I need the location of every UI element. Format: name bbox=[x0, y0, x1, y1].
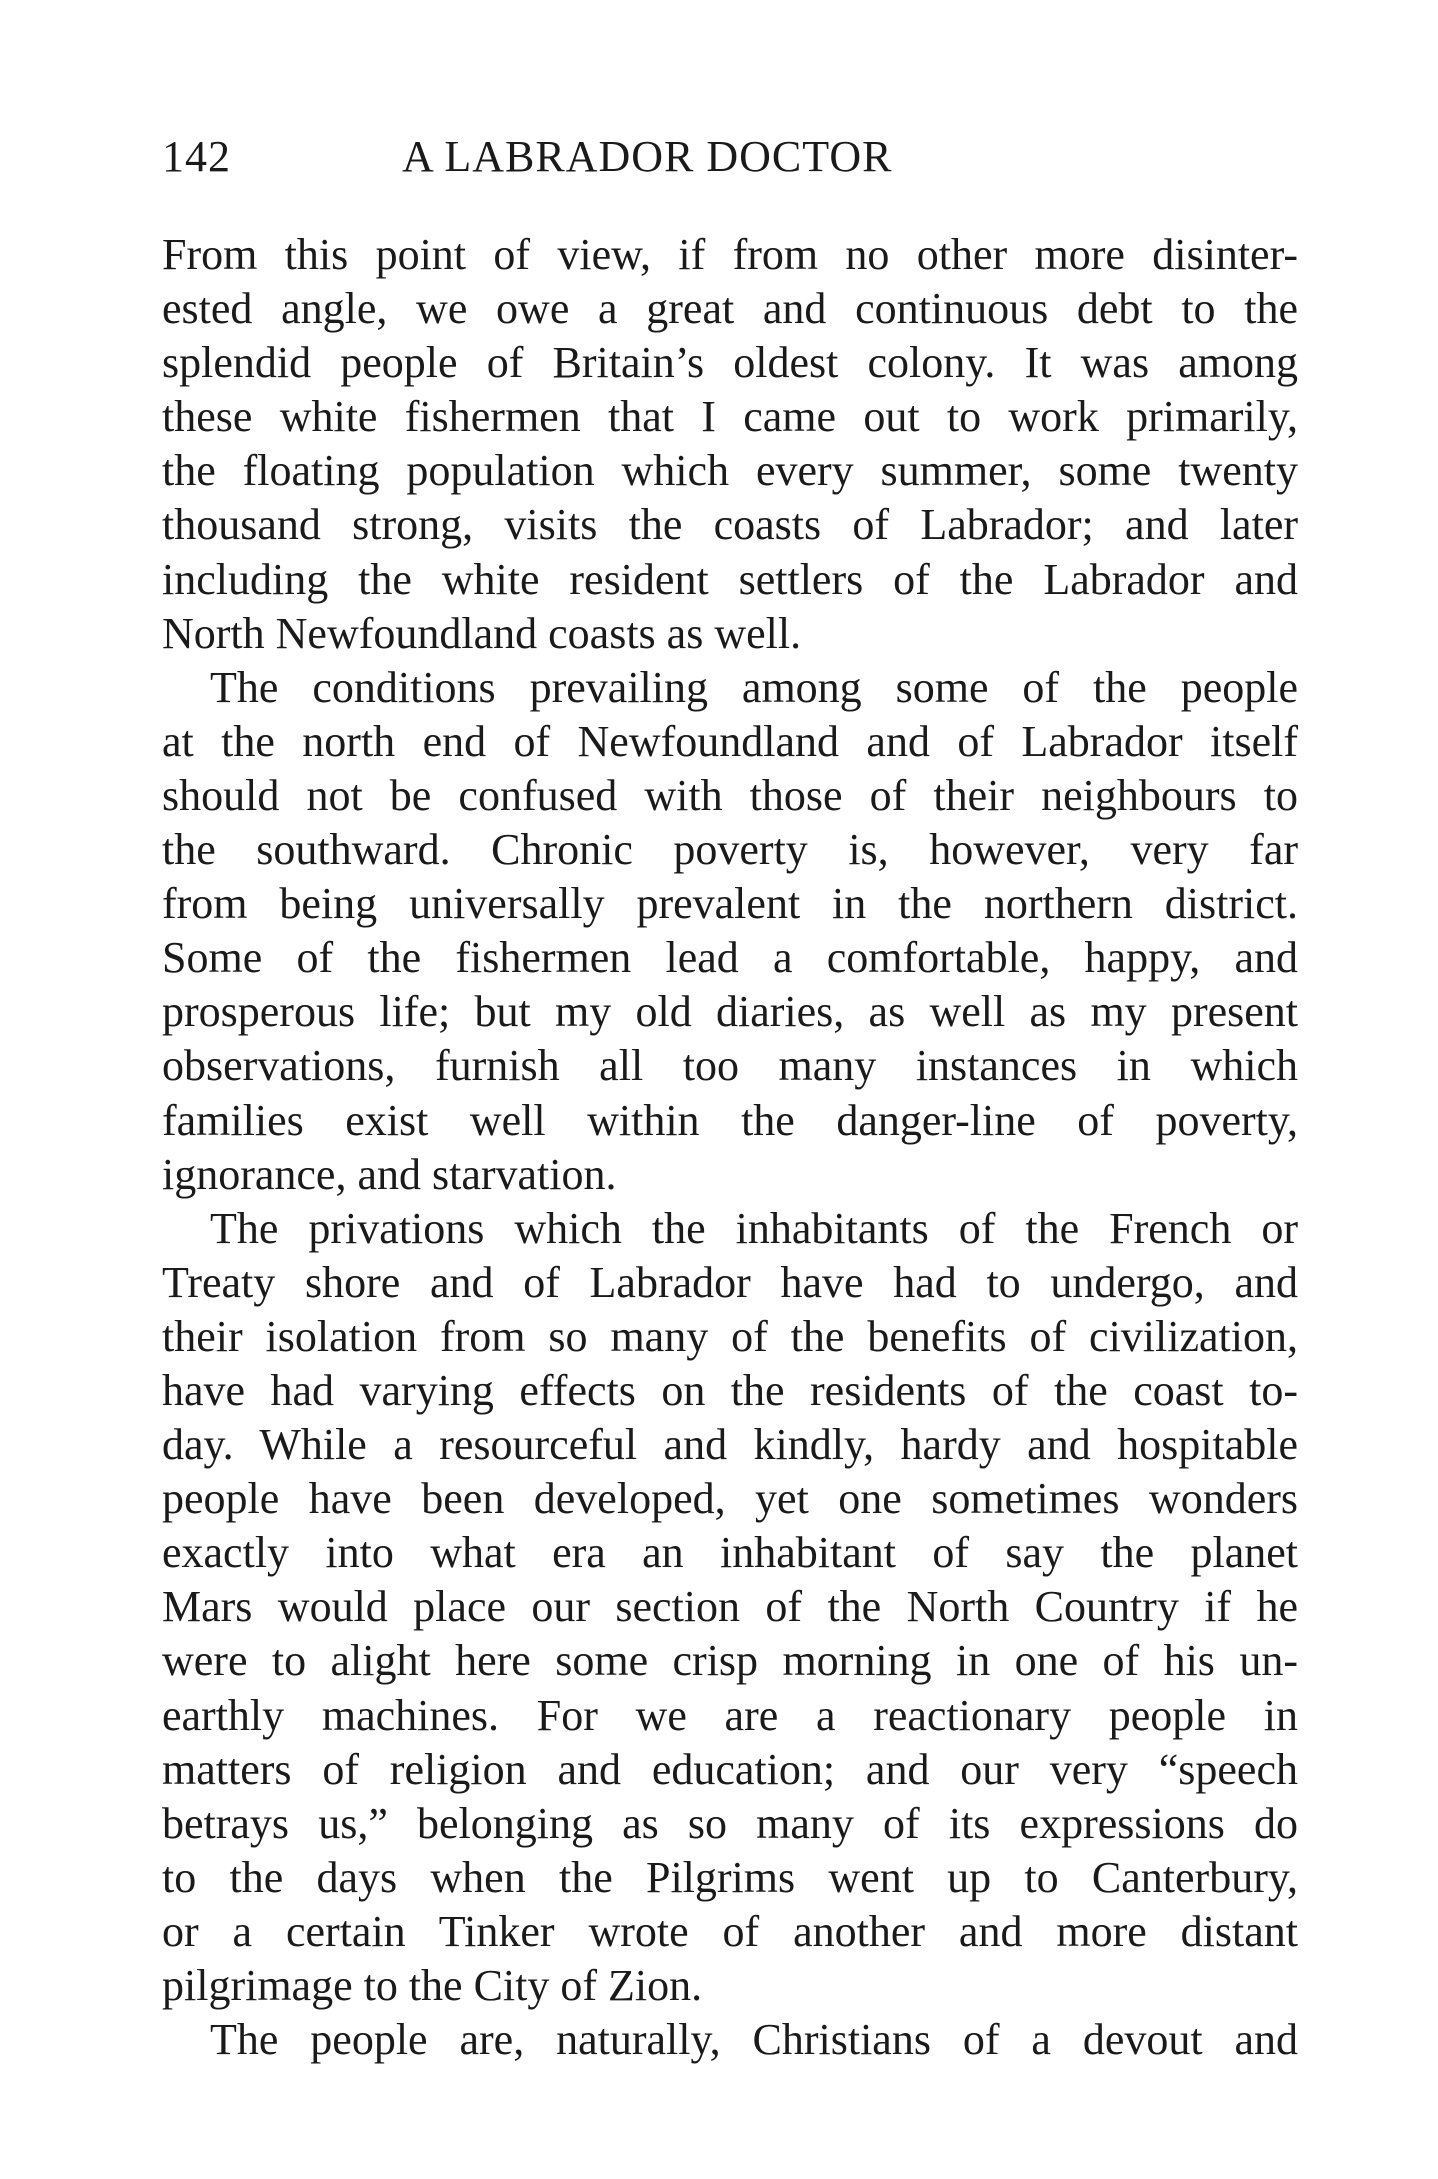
text-line: From this point of view, if from no other more disinter- bbox=[162, 230, 1298, 279]
text-line: were to alight here some crisp morning in one of his un- bbox=[162, 1636, 1298, 1686]
page-header bbox=[162, 132, 1302, 182]
body-text bbox=[162, 228, 1298, 2067]
text-line: or a certain Tinker wrote of another and more distant bbox=[162, 1906, 1298, 1956]
text-line: matters of religion and education; and our very “speech bbox=[162, 1744, 1298, 1794]
text-line: day. While a resourceful and kindly, hardy and hospitable bbox=[162, 1420, 1298, 1470]
text-line: Mars would place our section of the North Country if he bbox=[162, 1582, 1298, 1632]
text-line: ested angle, we owe a great and continuous debt to the bbox=[162, 284, 1298, 334]
text-line: betrays us,” belonging as so many of its expressions do bbox=[162, 1798, 1298, 1848]
text-line: prosperous life; but my old diaries, as well as my present bbox=[162, 987, 1298, 1037]
running-title: A LABRADOR DOCTOR bbox=[402, 132, 893, 181]
text-line: The privations which the inhabitants of the French or bbox=[210, 1203, 1298, 1253]
text-line: pilgrimage to the City of Zion. bbox=[162, 1961, 703, 2010]
text-line: The conditions prevailing among some of the people bbox=[210, 662, 1298, 712]
text-line: the floating population which every summer, some twenty bbox=[162, 446, 1298, 496]
text-line: people have been developed, yet one sometimes wonders bbox=[162, 1474, 1298, 1524]
text-line: to the days when the Pilgrims went up to Canterbury, bbox=[162, 1852, 1298, 1902]
text-line: at the north end of Newfoundland and of Labrador itself bbox=[162, 716, 1298, 766]
text-line: families exist well within the danger-line of poverty, bbox=[162, 1095, 1298, 1145]
text-line: these white fishermen that I came out to work primarily, bbox=[162, 392, 1298, 442]
text-line: the southward. Chronic poverty is, however, very far bbox=[162, 825, 1298, 875]
text-line: The people are, naturally, Christians of a devout and bbox=[210, 2015, 1298, 2065]
text-line: should not be confused with those of their neighbours to bbox=[162, 770, 1298, 820]
text-line: including the white resident settlers of the Labrador and bbox=[162, 554, 1298, 604]
text-line: thousand strong, visits the coasts of Labrador; and later bbox=[162, 500, 1298, 550]
text-line: observations, furnish all too many instances in which bbox=[162, 1041, 1298, 1091]
text-line: their isolation from so many of the benefits of civilization, bbox=[162, 1311, 1298, 1361]
text-line: Some of the fishermen lead a comfortable, happy, and bbox=[162, 933, 1298, 983]
text-line: Treaty shore and of Labrador have had to undergo, and bbox=[162, 1257, 1298, 1307]
text-line: North Newfoundland coasts as well. bbox=[162, 608, 802, 658]
text-line: ignorance, and starvation. bbox=[162, 1149, 617, 1199]
text-line: earthly machines. For we are a reactionary people in bbox=[162, 1690, 1298, 1740]
text-line: have had varying effects on the residents of the coast to- bbox=[162, 1365, 1298, 1415]
page-number: 142 bbox=[162, 132, 231, 181]
text-line: from being universally prevalent in the northern district. bbox=[162, 879, 1298, 929]
text-line: exactly into what era an inhabitant of say the planet bbox=[162, 1528, 1298, 1578]
text-line: splendid people of Britain’s oldest colony. It was among bbox=[162, 338, 1298, 388]
